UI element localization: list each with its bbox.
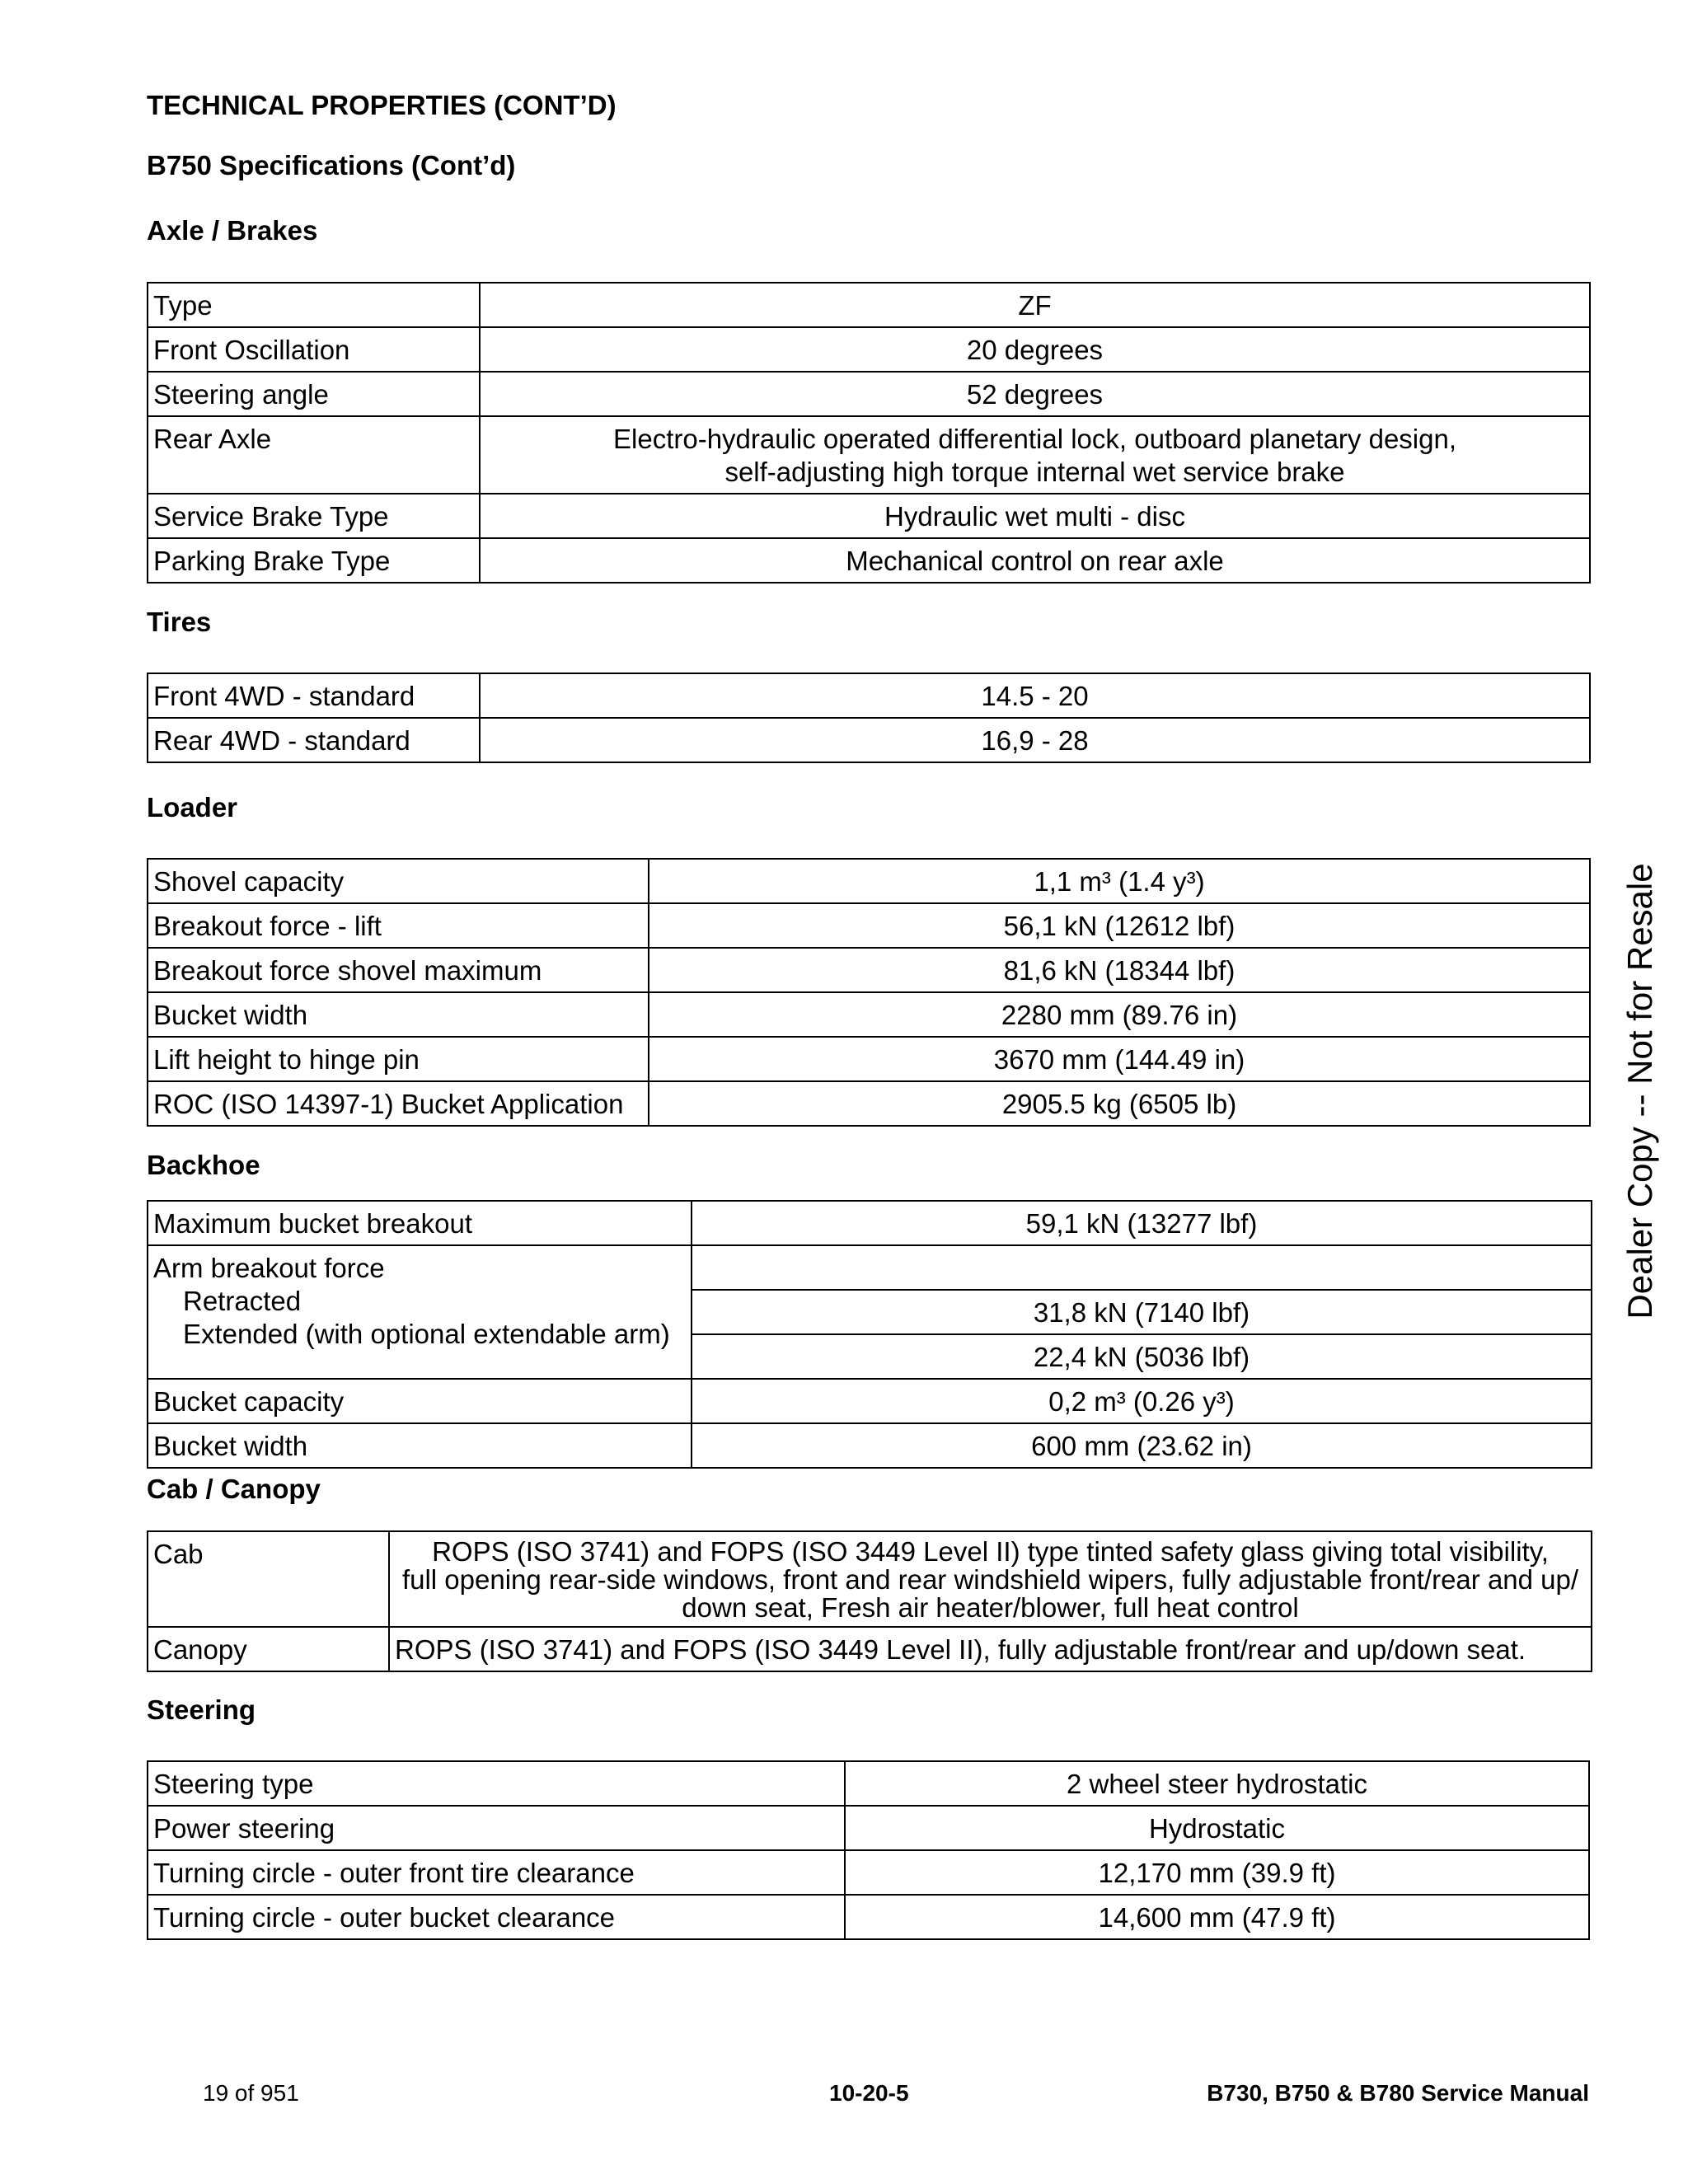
row-label: Breakout force - lift <box>148 903 649 948</box>
row-label: Steering angle <box>148 372 480 416</box>
table-row <box>148 494 1590 538</box>
backhoe-heading: Backhoe <box>147 1150 260 1180</box>
table-row <box>148 1423 1592 1468</box>
row-value: ZF <box>480 283 1590 327</box>
steering-heading: Steering <box>147 1694 256 1725</box>
row-label: Bucket width <box>148 1423 692 1468</box>
row-value: 14.5 - 20 <box>480 673 1590 718</box>
row-label: Turning circle - outer bucket clearance <box>148 1895 845 1939</box>
table-row <box>148 1850 1589 1895</box>
tires-table <box>147 673 1591 763</box>
row-label: Bucket capacity <box>148 1379 692 1423</box>
row-label: Parking Brake Type <box>148 538 480 583</box>
row-value: 59,1 kN (13277 lbf) <box>692 1201 1592 1245</box>
footer-manual-title: B730, B750 & B780 Service Manual <box>1207 2080 1589 2106</box>
footer-page-number: 10-20-5 <box>829 2080 909 2106</box>
row-value: 16,9 - 28 <box>480 718 1590 762</box>
dealer-copy-watermark: Dealer Copy -- Not for Resale <box>1620 863 1659 1319</box>
backhoe-table <box>147 1200 1592 1469</box>
section-subtitle: B750 Specifications (Cont’d) <box>147 150 516 180</box>
page-title: TECHNICAL PROPERTIES (CONT’D) <box>147 90 617 120</box>
row-label: Cab <box>148 1531 389 1627</box>
table-row <box>148 1531 1592 1627</box>
table-row <box>148 1895 1589 1939</box>
value-line: self-adjusting high torque internal wet service brake <box>724 457 1345 487</box>
extended-label: Extended (with optional extendable arm) <box>183 1319 670 1349</box>
loader-heading: Loader <box>147 792 238 823</box>
table-row <box>148 903 1590 948</box>
row-label: Rear Axle <box>148 416 480 494</box>
table-row <box>148 1245 1592 1290</box>
table-row <box>148 1201 1592 1245</box>
table-row <box>148 992 1590 1037</box>
table-row <box>148 1761 1589 1806</box>
row-label: Lift height to hinge pin <box>148 1037 649 1081</box>
table-row <box>148 1379 1592 1423</box>
table-row <box>148 718 1590 762</box>
row-value: 600 mm (23.62 in) <box>692 1423 1592 1468</box>
table-row <box>148 283 1590 327</box>
row-label: Bucket width <box>148 992 649 1037</box>
row-label: Rear 4WD - standard <box>148 718 480 762</box>
value-line: down seat, Fresh air heater/blower, full heat control <box>682 1592 1299 1623</box>
row-label: Canopy <box>148 1627 389 1671</box>
table-row <box>148 673 1590 718</box>
row-label: Steering type <box>148 1761 845 1806</box>
row-label: Service Brake Type <box>148 494 480 538</box>
row-label: Maximum bucket breakout <box>148 1201 692 1245</box>
row-value-empty <box>692 1245 1592 1290</box>
row-value: 31,8 kN (7140 lbf) <box>692 1290 1592 1334</box>
row-label: Type <box>148 283 480 327</box>
row-label: Front Oscillation <box>148 327 480 372</box>
row-value: 81,6 kN (18344 lbf) <box>649 948 1590 992</box>
row-label: Front 4WD - standard <box>148 673 480 718</box>
table-row <box>148 327 1590 372</box>
axle-brakes-table <box>147 282 1591 583</box>
row-value: 1,1 m³ (1.4 y³) <box>649 859 1590 903</box>
table-row <box>148 948 1590 992</box>
row-value: Hydraulic wet multi - disc <box>480 494 1590 538</box>
steering-table <box>147 1760 1590 1940</box>
table-row <box>148 859 1590 903</box>
row-label <box>148 1245 692 1379</box>
row-value: 2 wheel steer hydrostatic <box>845 1761 1589 1806</box>
row-value: 2280 mm (89.76 in) <box>649 992 1590 1037</box>
row-label: ROC (ISO 14397-1) Bucket Application <box>148 1081 649 1126</box>
table-row <box>148 1806 1589 1850</box>
row-value: Mechanical control on rear axle <box>480 538 1590 583</box>
row-value: Hydrostatic <box>845 1806 1589 1850</box>
row-value: 22,4 kN (5036 lbf) <box>692 1334 1592 1379</box>
row-value: 3670 mm (144.49 in) <box>649 1037 1590 1081</box>
table-row <box>148 1037 1590 1081</box>
axle-brakes-heading: Axle / Brakes <box>147 215 318 246</box>
row-value: 20 degrees <box>480 327 1590 372</box>
row-value: 12,170 mm (39.9 ft) <box>845 1850 1589 1895</box>
value-line: ROPS (ISO 3741) and FOPS (ISO 3449 Level II) type tinted safety glass giving total visibility, <box>432 1536 1549 1567</box>
row-value: 2905.5 kg (6505 lb) <box>649 1081 1590 1126</box>
row-value: 56,1 kN (12612 lbf) <box>649 903 1590 948</box>
row-value: 52 degrees <box>480 372 1590 416</box>
cab-canopy-table <box>147 1530 1592 1672</box>
row-value: 0,2 m³ (0.26 y³) <box>692 1379 1592 1423</box>
row-value <box>480 416 1590 494</box>
row-value: ROPS (ISO 3741) and FOPS (ISO 3449 Level II), fully adjustable front/rear and up/down seat. <box>389 1627 1592 1671</box>
value-line: Electro-hydraulic operated differential lock, outboard planetary design, <box>613 424 1456 454</box>
footer-page-count: 19 of 951 <box>203 2080 299 2106</box>
row-label: Turning circle - outer front tire clearance <box>148 1850 845 1895</box>
table-row <box>148 538 1590 583</box>
table-row <box>148 1627 1592 1671</box>
row-value <box>389 1531 1592 1627</box>
retracted-label: Retracted <box>183 1286 302 1316</box>
row-label: Shovel capacity <box>148 859 649 903</box>
table-row <box>148 372 1590 416</box>
row-value: 14,600 mm (47.9 ft) <box>845 1895 1589 1939</box>
table-row <box>148 1081 1590 1126</box>
row-label: Power steering <box>148 1806 845 1850</box>
arm-breakout-label: Arm breakout force <box>153 1253 385 1283</box>
table-row <box>148 416 1590 494</box>
loader-table <box>147 858 1591 1127</box>
row-label: Breakout force shovel maximum <box>148 948 649 992</box>
value-line: full opening rear-side windows, front and rear windshield wipers, fully adjustable front/rear and up/ <box>401 1564 1579 1595</box>
cab-canopy-heading: Cab / Canopy <box>147 1474 321 1504</box>
tires-heading: Tires <box>147 607 212 637</box>
